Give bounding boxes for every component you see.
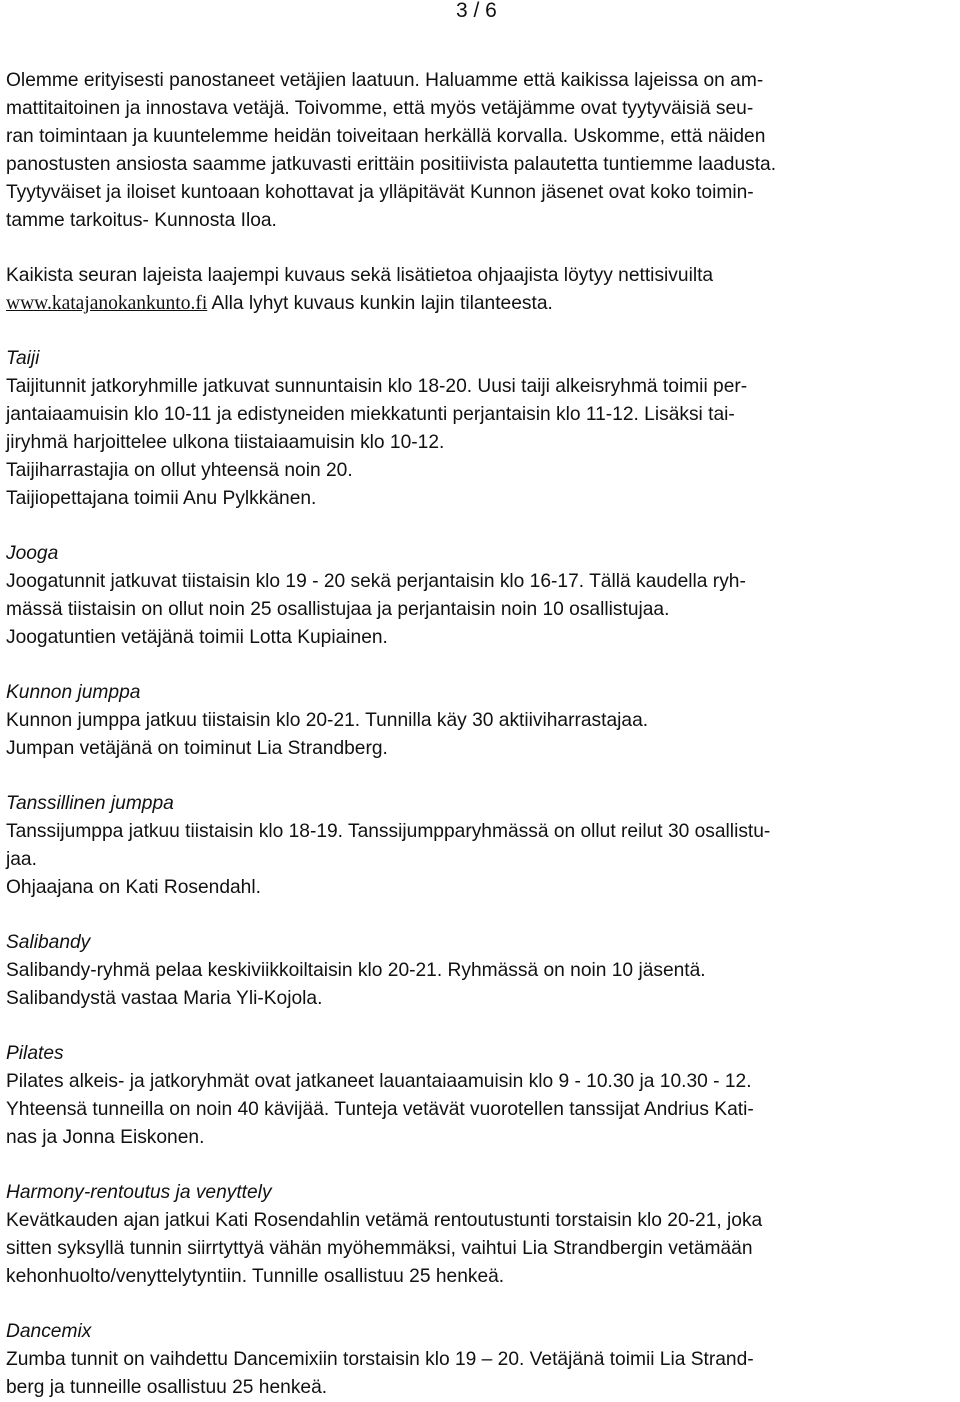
paragraph-gap [6, 235, 956, 262]
section-heading: Harmony-rentoutus ja venyttely [6, 1182, 272, 1203]
section-line: Salibandy-ryhmä pelaa keskiviikkoiltaisin klo 20-21. Ryhmässä on noin 10 jäsentä. [6, 960, 706, 981]
links-line: Kaikista seuran lajeista laajempi kuvaus sekä lisätietoa ohjaajista löytyy nettisivuilta [6, 265, 714, 286]
section-line: nas ja Jonna Eiskonen. [6, 1127, 205, 1148]
intro-line: ran toimintaan ja kuuntelemme heidän toiveitaan herkällä korvalla. Uskomme, että näiden [6, 126, 766, 147]
section-line: Taijiharrastajia on ollut yhteensä noin 20. [6, 460, 353, 481]
paragraph-gap [6, 763, 956, 790]
section-heading: Jooga [6, 543, 59, 564]
section-line: Ohjaajana on Kati Rosendahl. [6, 877, 261, 898]
section-heading: Salibandy [6, 932, 91, 953]
section-line: berg ja tunneille osallistuu 25 henkeä. [6, 1377, 328, 1398]
links-paragraph [6, 262, 956, 318]
section-line: Salibandystä vastaa Maria Yli-Kojola. [6, 988, 323, 1009]
section-line: kehonhuolto/venyttelytyntiin. Tunnille osallistuu 25 henkeä. [6, 1266, 505, 1287]
section-line: Jumpan vetäjänä on toiminut Lia Strandberg. [6, 738, 388, 759]
paragraph-gap [6, 1152, 956, 1179]
section-line: Taijitunnit jatkoryhmille jatkuvat sunnuntaisin klo 18-20. Uusi taiji alkeisryhmä toimii per- [6, 376, 748, 397]
section-salibandy [6, 929, 956, 1013]
section-harmony [6, 1179, 956, 1291]
intro-line: mattitaitoinen ja innostava vetäjä. Toivomme, että myös vetäjämme ovat tyytyväisiä seu- [6, 98, 754, 119]
page-number: 3 / 6 [456, 0, 497, 22]
paragraph-gap [6, 902, 956, 929]
section-kunnon-jumppa [6, 679, 956, 763]
section-heading: Tanssillinen jumppa [6, 793, 174, 814]
paragraph-gap [6, 513, 956, 540]
section-heading: Pilates [6, 1043, 64, 1064]
section-line: jaa. [6, 849, 37, 870]
section-line: Joogatuntien vetäjänä toimii Lotta Kupiainen. [6, 627, 388, 648]
section-line: Tanssijumppa jatkuu tiistaisin klo 18-19. Tanssijumpparyhmässä on ollut reilut 30 osallistu- [6, 821, 771, 842]
section-line: Joogatunnit jatkuvat tiistaisin klo 19 - 20 sekä perjantaisin klo 16-17. Tällä kaudella ryh- [6, 571, 746, 592]
section-line: jantaiaamuisin klo 10-11 ja edistyneiden miekkatunti perjantaisin klo 11-12. Lisäksi tai- [6, 404, 735, 425]
website-link[interactable]: www.katajanokankunto.fi [6, 293, 208, 314]
links-line [6, 290, 956, 318]
section-heading: Taiji [6, 348, 40, 369]
intro-paragraph [6, 67, 956, 235]
section-line: Taijiopettajana toimii Anu Pylkkänen. [6, 488, 317, 509]
section-line: Zumba tunnit on vaihdettu Dancemixiin torstaisin klo 19 – 20. Vetäjänä toimii Lia Strand- [6, 1349, 754, 1370]
intro-line: panostusten ansiosta saamme jatkuvasti erittäin positiivista palautetta tuntiemme laadusta. [6, 154, 777, 175]
section-heading: Dancemix [6, 1321, 92, 1342]
section-line: sitten syksyllä tunnin siirrtyttyä vähän myöhemmäksi, vaihtui Lia Strandbergin vetämään [6, 1238, 753, 1259]
paragraph-gap [6, 1291, 956, 1318]
document-body [6, 67, 956, 1402]
section-taiji [6, 345, 956, 513]
section-line: mässä tiistaisin on ollut noin 25 osallistujaa ja perjantaisin noin 10 osallistujaa. [6, 599, 670, 620]
section-heading: Kunnon jumppa [6, 682, 141, 703]
section-dancemix [6, 1318, 956, 1402]
links-line-rest: Alla lyhyt kuvaus kunkin lajin tilanteesta. [207, 293, 553, 314]
paragraph-gap [6, 318, 956, 345]
section-line: Kunnon jumppa jatkuu tiistaisin klo 20-21. Tunnilla käy 30 aktiiviharrastajaa. [6, 710, 649, 731]
section-line: Yhteensä tunneilla on noin 40 kävijää. Tunteja vetävät vuorotellen tanssijat Andrius Kati- [6, 1099, 754, 1120]
paragraph-gap [6, 1013, 956, 1040]
section-pilates [6, 1040, 956, 1152]
section-line: jiryhmä harjoittelee ulkona tiistaiaamuisin klo 10-12. [6, 432, 445, 453]
intro-line: Olemme erityisesti panostaneet vetäjien laatuun. Haluamme että kaikissa lajeissa on am- [6, 70, 764, 91]
section-line: Kevätkauden ajan jatkui Kati Rosendahlin vetämä rentoutustunti torstaisin klo 20-21, joka [6, 1210, 763, 1231]
intro-line: Tyytyväiset ja iloiset kuntoaan kohottavat ja ylläpitävät Kunnon jäsenet ovat koko toimin- [6, 182, 754, 203]
paragraph-gap [6, 652, 956, 679]
intro-line: tamme tarkoitus- Kunnosta Iloa. [6, 210, 277, 231]
section-tanssillinen-jumppa [6, 790, 956, 902]
section-jooga [6, 540, 956, 652]
section-line: Pilates alkeis- ja jatkoryhmät ovat jatkaneet lauantaiaamuisin klo 9 - 10.30 ja 10.30 - 12. [6, 1071, 752, 1092]
